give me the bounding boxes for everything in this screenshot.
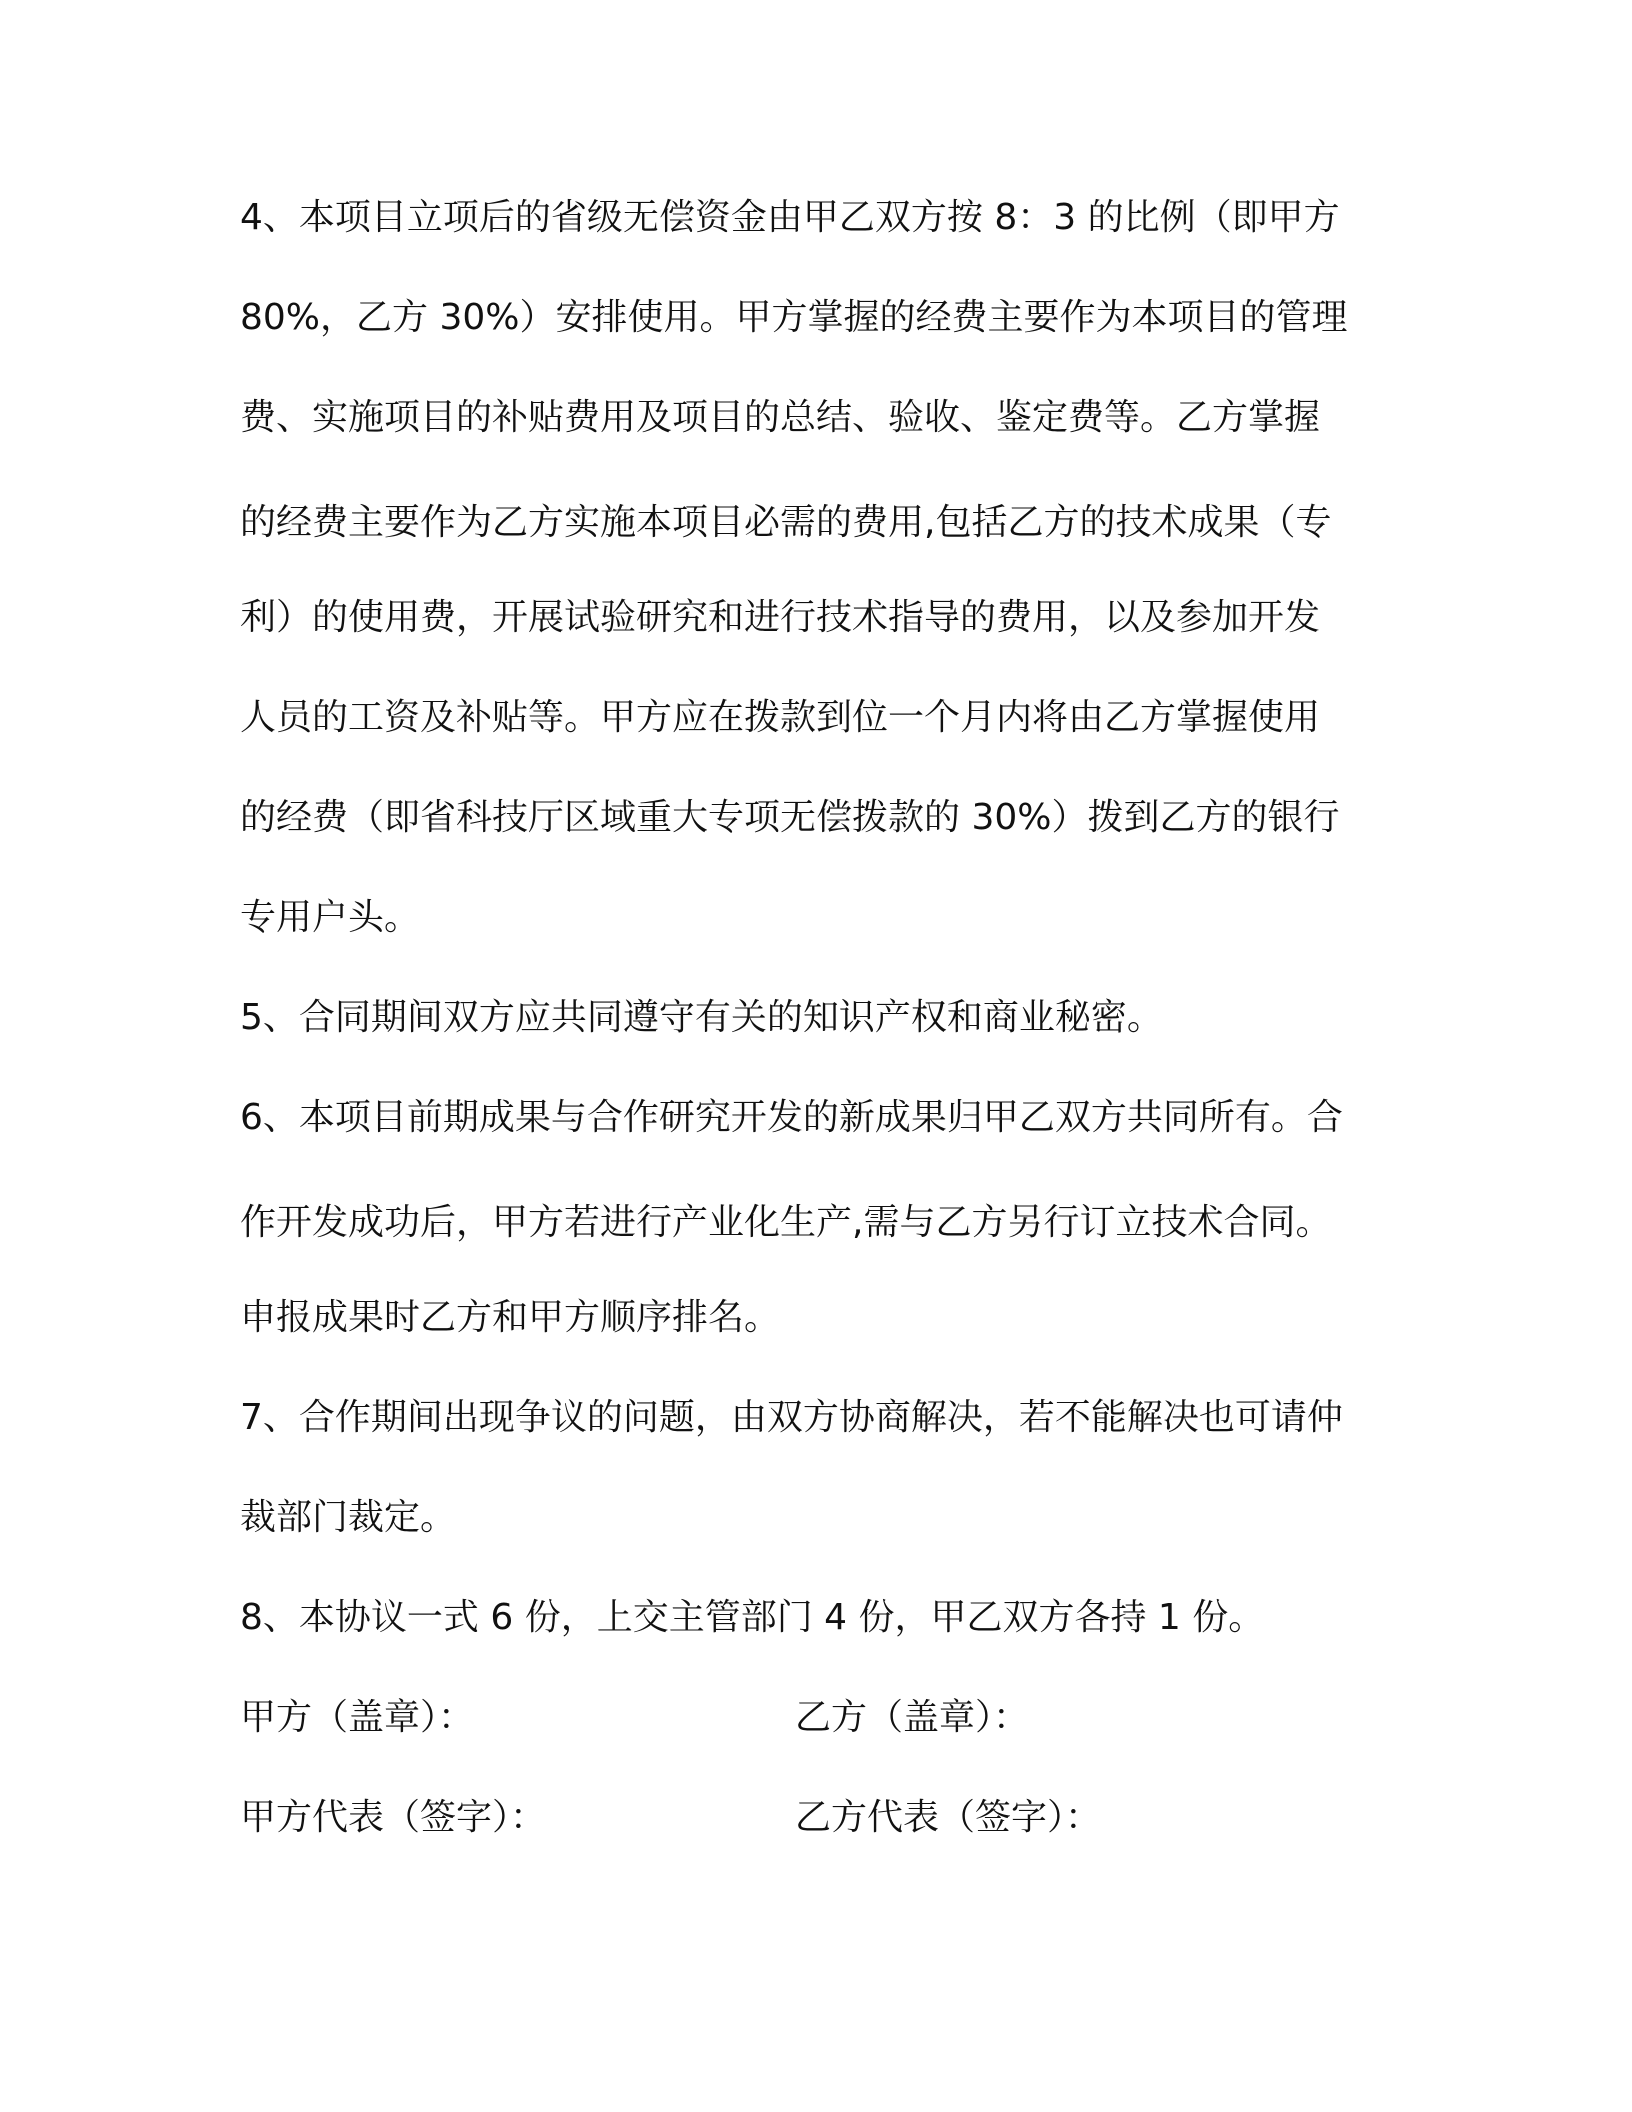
party-a-rep-label: 甲方代表（签字）：	[240, 1797, 547, 1838]
clause-4-line-7: 的经费（即省科技厅区域重大专项无偿拨款的 30%）拨到乙方的银行	[240, 797, 1340, 838]
clause-4-line-2: 80%，乙方 30%）安排使用。甲方掌握的经费主要作为本项目的管理	[240, 297, 1348, 338]
clause-4-line-1: 4、本项目立项后的省级无偿资金由甲乙双方按 8：3 的比例（即甲方	[240, 197, 1340, 238]
clause-7-line-2: 裁部门裁定。	[240, 1497, 457, 1538]
clause-4-line-6: 人员的工资及补贴等。甲方应在拨款到位一个月内将由乙方掌握使用	[240, 697, 1321, 738]
party-b-seal-label: 乙方（盖章）：	[795, 1697, 1030, 1738]
party-a-seal-label: 甲方（盖章）：	[240, 1697, 475, 1738]
clause-6-line-3: 申报成果时乙方和甲方顺序排名。	[240, 1297, 781, 1338]
clause-4-line-5: 利）的使用费，开展试验研究和进行技术指导的费用，以及参加开发	[240, 597, 1321, 638]
clause-7-line-1: 7、合作期间出现争议的问题，由双方协商解决，若不能解决也可请仲	[240, 1397, 1343, 1438]
clause-8: 8、本协议一式 6 份，上交主管部门 4 份，甲乙双方各持 1 份。	[240, 1597, 1265, 1638]
clause-4-line-3: 费、实施项目的补贴费用及项目的总结、验收、鉴定费等。乙方掌握	[240, 397, 1321, 438]
clause-4-line-8: 专用户头。	[240, 897, 421, 938]
clause-6-line-1: 6、本项目前期成果与合作研究开发的新成果归甲乙双方共同所有。合	[240, 1097, 1343, 1138]
clause-6-line-2: 作开发成功后，甲方若进行产业化生产,需与乙方另行订立技术合同。	[240, 1202, 1332, 1243]
party-b-rep-label: 乙方代表（签字）：	[795, 1797, 1102, 1838]
clause-4-line-4: 的经费主要作为乙方实施本项目必需的费用,包括乙方的技术成果（专	[240, 502, 1332, 543]
clause-5: 5、合同期间双方应共同遵守有关的知识产权和商业秘密。	[240, 997, 1163, 1038]
